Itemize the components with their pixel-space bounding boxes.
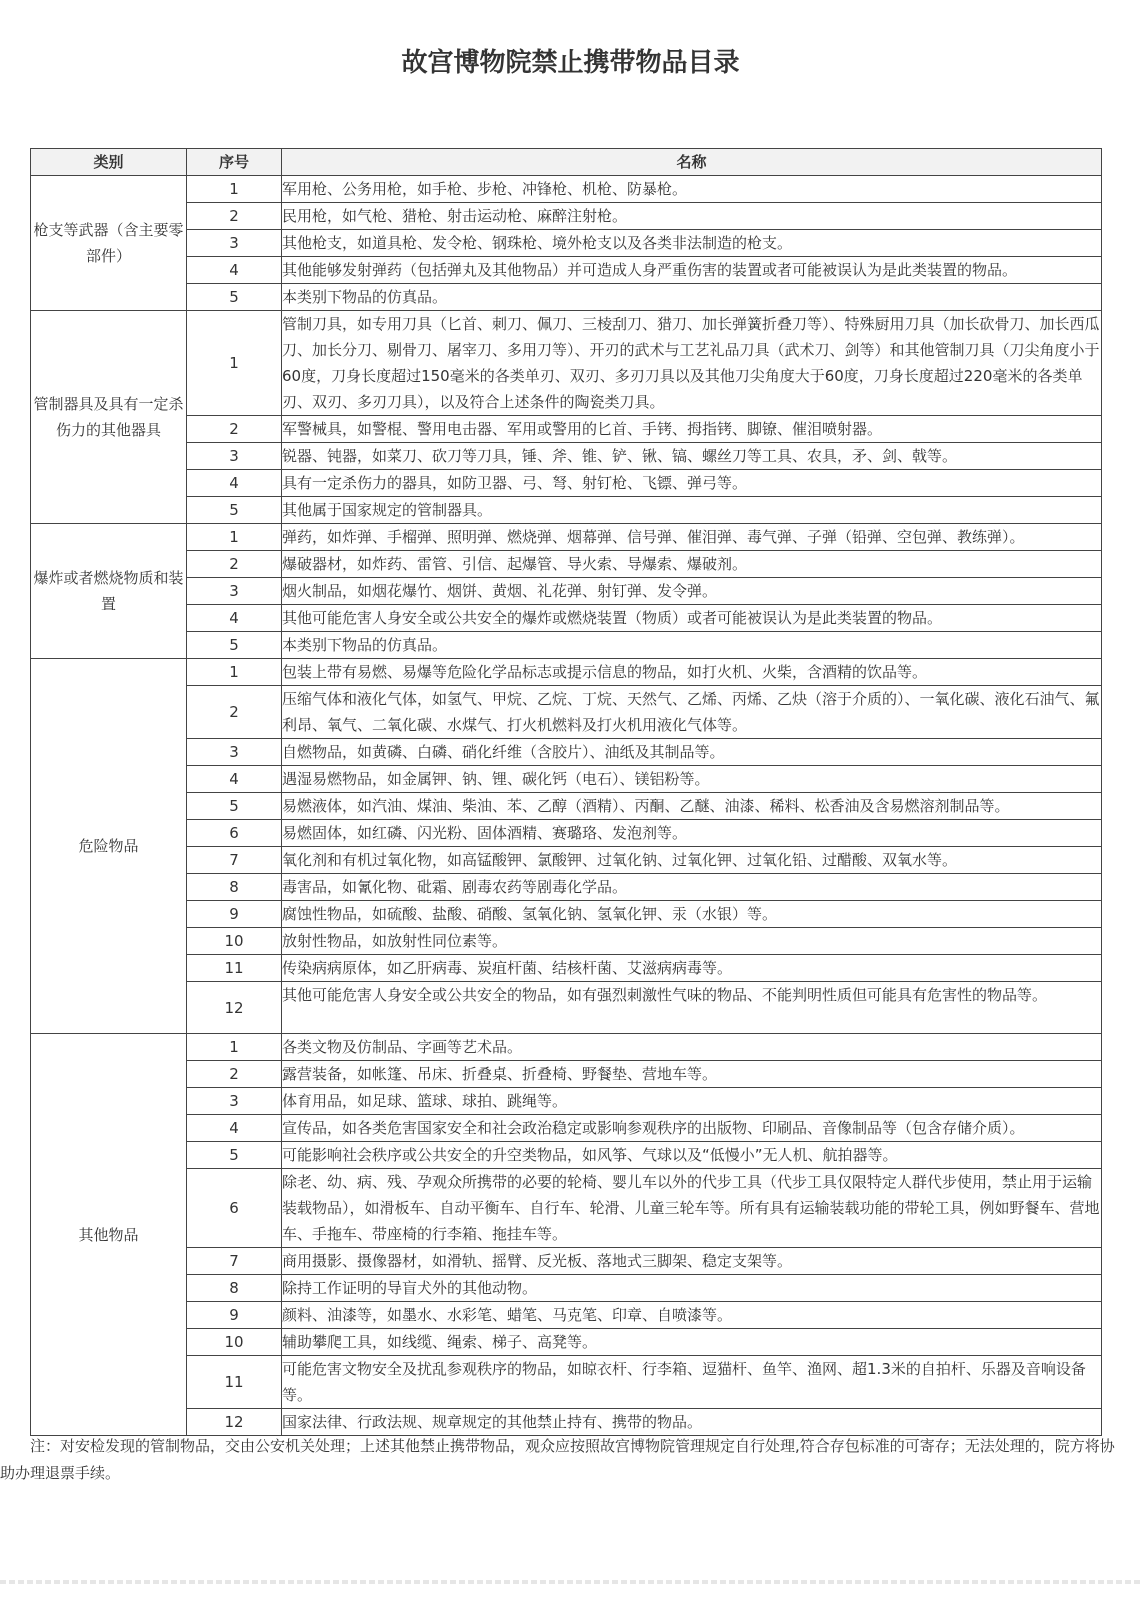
table-row — [31, 901, 1102, 928]
item-name-cell: 商用摄影、摄像器材，如滑轨、摇臂、反光板、落地式三脚架、稳定支架等。 — [282, 1248, 1102, 1275]
table-row — [31, 686, 1102, 739]
category-cell: 管制器具及具有一定杀伤力的其他器具 — [31, 311, 187, 524]
number-cell: 5 — [187, 284, 282, 311]
table-row — [31, 497, 1102, 524]
number-cell: 12 — [187, 1409, 282, 1436]
number-cell: 4 — [187, 470, 282, 497]
item-name-cell: 传染病病原体，如乙肝病毒、炭疽杆菌、结核杆菌、艾滋病病毒等。 — [282, 955, 1102, 982]
item-name-cell: 军用枪、公务用枪，如手枪、步枪、冲锋枪、机枪、防暴枪。 — [282, 176, 1102, 203]
table-row — [31, 443, 1102, 470]
table-header-row — [31, 149, 1102, 176]
table-row — [31, 1409, 1102, 1436]
number-cell: 7 — [187, 1248, 282, 1275]
number-cell: 5 — [187, 497, 282, 524]
number-cell: 7 — [187, 847, 282, 874]
number-cell: 3 — [187, 443, 282, 470]
page-title: 故宫博物院禁止携带物品目录 — [401, 48, 740, 78]
item-name-cell: 军警械具，如警棍、警用电击器、军用或警用的匕首、手铐、拇指铐、脚镣、催泪喷射器。 — [282, 416, 1102, 443]
item-name-cell: 体育用品，如足球、篮球、球拍、跳绳等。 — [282, 1088, 1102, 1115]
number-cell: 2 — [187, 1061, 282, 1088]
table-row — [31, 1302, 1102, 1329]
number-cell: 3 — [187, 578, 282, 605]
header-category: 类别 — [31, 149, 187, 176]
item-name-cell: 本类别下物品的仿真品。 — [282, 284, 1102, 311]
number-cell: 10 — [187, 1329, 282, 1356]
table-row — [31, 632, 1102, 659]
item-name-cell: 锐器、钝器，如菜刀、砍刀等刀具，锤、斧、锥、铲、锹、镐、螺丝刀等工具、农具，矛、剑、戟等。 — [282, 443, 1102, 470]
table-row — [31, 1356, 1102, 1409]
item-name-cell: 腐蚀性物品，如硫酸、盐酸、硝酸、氢氧化钠、氢氧化钾、汞（水银）等。 — [282, 901, 1102, 928]
number-cell: 4 — [187, 1115, 282, 1142]
table-row — [31, 1248, 1102, 1275]
item-name-cell: 放射性物品，如放射性同位素等。 — [282, 928, 1102, 955]
table-row — [31, 257, 1102, 284]
number-cell: 5 — [187, 793, 282, 820]
table-body — [31, 176, 1102, 1436]
table-row — [31, 874, 1102, 901]
number-cell: 9 — [187, 1302, 282, 1329]
table-row — [31, 847, 1102, 874]
item-name-cell: 国家法律、行政法规、规章规定的其他禁止持有、携带的物品。 — [282, 1409, 1102, 1436]
number-cell: 4 — [187, 605, 282, 632]
number-cell: 3 — [187, 1088, 282, 1115]
table-row — [31, 524, 1102, 551]
item-name-cell: 可能影响社会秩序或公共安全的升空类物品，如风筝、气球以及“低慢小”无人机、航拍器等。 — [282, 1142, 1102, 1169]
item-name-cell: 烟火制品，如烟花爆竹、烟饼、黄烟、礼花弹、射钉弹、发令弹。 — [282, 578, 1102, 605]
item-name-cell: 其他能够发射弹药（包括弹丸及其他物品）并可造成人身严重伤害的装置或者可能被误认为是此类装置的物品。 — [282, 257, 1102, 284]
number-cell: 2 — [187, 551, 282, 578]
number-cell: 3 — [187, 739, 282, 766]
table-row — [31, 820, 1102, 847]
table-row — [31, 1169, 1102, 1248]
table-row — [31, 766, 1102, 793]
table-row — [31, 470, 1102, 497]
number-cell: 8 — [187, 874, 282, 901]
item-name-cell: 毒害品，如氰化物、砒霜、剧毒农药等剧毒化学品。 — [282, 874, 1102, 901]
number-cell: 5 — [187, 632, 282, 659]
item-name-cell: 自燃物品，如黄磷、白磷、硝化纤维（含胶片）、油纸及其制品等。 — [282, 739, 1102, 766]
table-row — [31, 230, 1102, 257]
number-cell: 1 — [187, 524, 282, 551]
item-name-cell: 包装上带有易燃、易爆等危险化学品标志或提示信息的物品，如打火机、火柴，含酒精的饮品等。 — [282, 659, 1102, 686]
category-cell: 枪支等武器（含主要零部件） — [31, 176, 187, 311]
item-name-cell: 辅助攀爬工具，如线缆、绳索、梯子、高凳等。 — [282, 1329, 1102, 1356]
item-name-cell: 爆破器材，如炸药、雷管、引信、起爆管、导火索、导爆索、爆破剂。 — [282, 551, 1102, 578]
table-row — [31, 578, 1102, 605]
item-name-cell: 易燃固体，如红磷、闪光粉、固体酒精、赛璐珞、发泡剂等。 — [282, 820, 1102, 847]
table-row — [31, 1034, 1102, 1061]
header-number: 序号 — [187, 149, 282, 176]
item-name-cell: 本类别下物品的仿真品。 — [282, 632, 1102, 659]
item-name-cell: 露营装备，如帐篷、吊床、折叠桌、折叠椅、野餐垫、营地车等。 — [282, 1061, 1102, 1088]
number-cell: 1 — [187, 311, 282, 416]
number-cell: 2 — [187, 416, 282, 443]
number-cell: 4 — [187, 257, 282, 284]
number-cell: 4 — [187, 766, 282, 793]
item-name-cell: 其他可能危害人身安全或公共安全的爆炸或燃烧装置（物质）或者可能被误认为是此类装置的物品。 — [282, 605, 1102, 632]
table-row — [31, 1329, 1102, 1356]
table-row — [31, 1275, 1102, 1302]
item-name-cell: 可能危害文物安全及扰乱参观秩序的物品，如晾衣杆、行李箱、逗猫杆、鱼竿、渔网、超1.3米的自拍杆、乐器及音响设备等。 — [282, 1356, 1102, 1409]
table-row — [31, 203, 1102, 230]
item-name-cell: 民用枪，如气枪、猎枪、射击运动枪、麻醉注射枪。 — [282, 203, 1102, 230]
table-row — [31, 1061, 1102, 1088]
item-name-cell: 管制刀具，如专用刀具（匕首、刺刀、佩刀、三棱刮刀、猎刀、加长弹簧折叠刀等）、特殊厨用刀具（加长砍骨刀、加长西瓜刀、加长分刀、剔骨刀、屠宰刀、多用刀等）、开刃的武术与工艺礼品刀具（武术刀、剑等）和其他管制刀具（刀尖角度小于60度，刀身长度超过150毫米的各类单刃、双刃、多刃刀具以及其他刀尖角度大于60度，刀身长度超过220毫米的各类单刃、双刃、多刃刀具），以及符合上述条件的陶瓷类刀具。 — [282, 311, 1102, 416]
table-row — [31, 955, 1102, 982]
number-cell: 9 — [187, 901, 282, 928]
number-cell: 12 — [187, 982, 282, 1034]
table-row — [31, 416, 1102, 443]
item-name-cell: 易燃液体，如汽油、煤油、柴油、苯、乙醇（酒精）、丙酮、乙醚、油漆、稀料、松香油及含易燃溶剂制品等。 — [282, 793, 1102, 820]
category-cell: 危险物品 — [31, 659, 187, 1034]
table-row — [31, 982, 1102, 1034]
item-name-cell: 各类文物及仿制品、字画等艺术品。 — [282, 1034, 1102, 1061]
table-row — [31, 659, 1102, 686]
number-cell: 6 — [187, 820, 282, 847]
category-cell: 爆炸或者燃烧物质和装置 — [31, 524, 187, 659]
number-cell: 1 — [187, 659, 282, 686]
table-row — [31, 1142, 1102, 1169]
table-row — [31, 739, 1102, 766]
item-name-cell: 弹药，如炸弹、手榴弹、照明弹、燃烧弹、烟幕弹、信号弹、催泪弹、毒气弹、子弹（铅弹、空包弹、教练弹）。 — [282, 524, 1102, 551]
category-cell: 其他物品 — [31, 1034, 187, 1436]
item-name-cell: 除持工作证明的导盲犬外的其他动物。 — [282, 1275, 1102, 1302]
table-row — [31, 284, 1102, 311]
number-cell: 11 — [187, 955, 282, 982]
item-name-cell: 压缩气体和液化气体，如氢气、甲烷、乙烷、丁烷、天然气、乙烯、丙烯、乙炔（溶于介质的）、一氧化碳、液化石油气、氟利昂、氧气、二氧化碳、水煤气、打火机燃料及打火机用液化气体等。 — [282, 686, 1102, 739]
table-row — [31, 793, 1102, 820]
decorative-footer-border — [0, 1580, 1141, 1584]
item-name-cell: 颜料、油漆等，如墨水、水彩笔、蜡笔、马克笔、印章、自喷漆等。 — [282, 1302, 1102, 1329]
footnote: 注：对安检发现的管制物品，交由公安机关处理；上述其他禁止携带物品，观众应按照故宫博物院管理规定自行处理,符合存包标准的可寄存；无法处理的，院方将协助办理退票手续。 — [0, 1437, 1115, 1482]
item-name-cell: 除老、幼、病、残、孕观众所携带的必要的轮椅、婴儿车以外的代步工具（代步工具仅限特定人群代步使用，禁止用于运输装载物品），如滑板车、自动平衡车、自行车、轮滑、儿童三轮车等。所有具有运输装载功能的带轮工具，例如野餐车、营地车、手拖车、带座椅的行李箱、拖挂车等。 — [282, 1169, 1102, 1248]
item-name-cell: 其他枪支，如道具枪、发令枪、钢珠枪、境外枪支以及各类非法制造的枪支。 — [282, 230, 1102, 257]
number-cell: 6 — [187, 1169, 282, 1248]
item-name-cell: 遇湿易燃物品，如金属钾、钠、锂、碳化钙（电石）、镁铝粉等。 — [282, 766, 1102, 793]
item-name-cell: 其他属于国家规定的管制器具。 — [282, 497, 1102, 524]
number-cell: 1 — [187, 176, 282, 203]
number-cell: 3 — [187, 230, 282, 257]
table-row — [31, 605, 1102, 632]
item-name-cell: 氧化剂和有机过氧化物，如高锰酸钾、氯酸钾、过氧化钠、过氧化钾、过氧化铅、过醋酸、双氧水等。 — [282, 847, 1102, 874]
number-cell: 2 — [187, 686, 282, 739]
number-cell: 11 — [187, 1356, 282, 1409]
table-row — [31, 928, 1102, 955]
item-name-cell: 具有一定杀伤力的器具，如防卫器、弓、弩、射钉枪、飞镖、弹弓等。 — [282, 470, 1102, 497]
number-cell: 10 — [187, 928, 282, 955]
number-cell: 8 — [187, 1275, 282, 1302]
number-cell: 5 — [187, 1142, 282, 1169]
item-name-cell: 其他可能危害人身安全或公共安全的物品，如有强烈刺激性气味的物品、不能判明性质但可能具有危害性的物品等。 — [282, 982, 1102, 1034]
table-row — [31, 176, 1102, 203]
number-cell: 2 — [187, 203, 282, 230]
table-row — [31, 1088, 1102, 1115]
table-row — [31, 311, 1102, 416]
number-cell: 1 — [187, 1034, 282, 1061]
prohibited-items-table — [30, 148, 1102, 1436]
table-row — [31, 1115, 1102, 1142]
table-row — [31, 551, 1102, 578]
header-name: 名称 — [282, 149, 1102, 176]
item-name-cell: 宣传品，如各类危害国家安全和社会政治稳定或影响参观秩序的出版物、印刷品、音像制品等（包含存储介质）。 — [282, 1115, 1102, 1142]
